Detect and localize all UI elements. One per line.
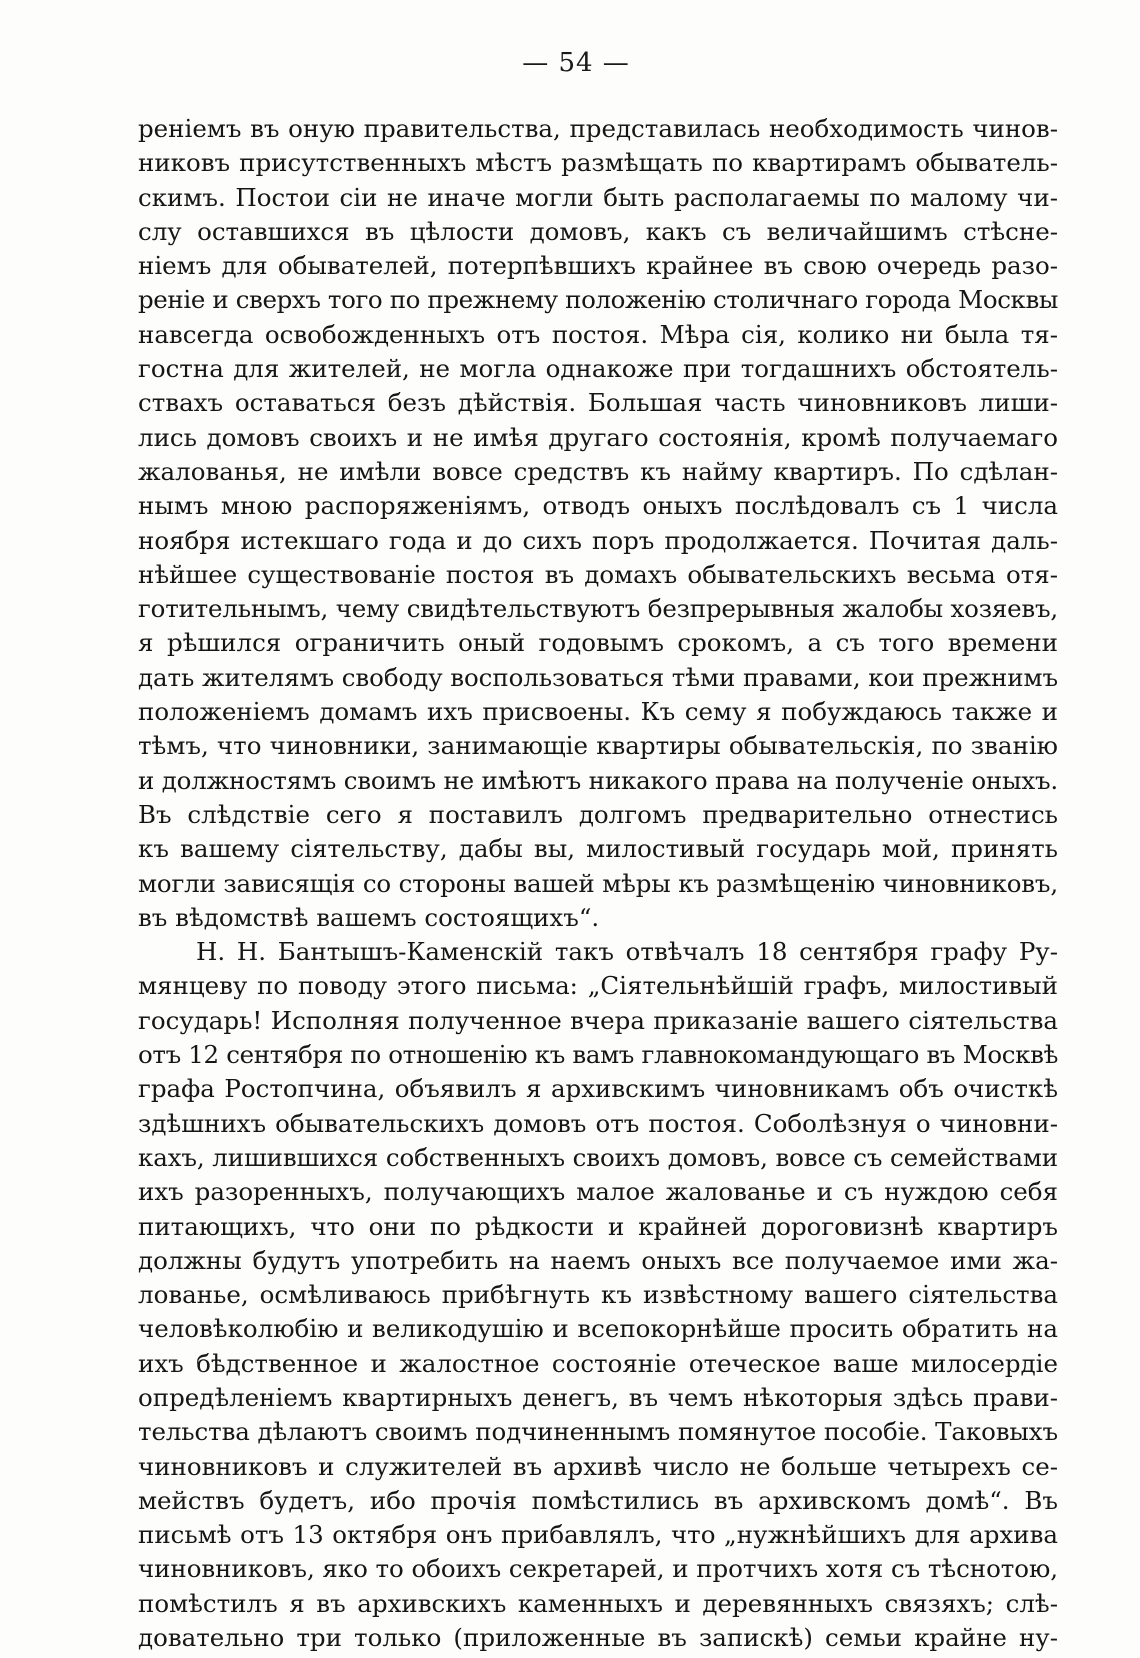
text-line: тѣмъ, что чиновники, занимающіе квартиры обывательскія, по званію — [138, 731, 1058, 761]
text-line: готительнымъ, чему свидѣтельствуютъ безпрерывныя жалобы хозяевъ, — [138, 594, 1059, 624]
text-line: ствахъ оставаться безъ дѣйствія. Большая часть чиновниковъ лиши- — [138, 388, 1058, 418]
text-line: тельства дѣлаютъ своимъ подчиненнымъ помянутое пособіе. Таковыхъ — [138, 1417, 1058, 1447]
text-line: ноября истекшаго года и до сихъ поръ продолжается. Почитая даль- — [138, 525, 1058, 555]
text-line: слу оставшихся въ цѣлости домовъ, какъ съ величайшимъ стѣсне- — [138, 216, 1058, 246]
text-line: довательно три только (приложенные въ запискѣ) семьи крайне ну- — [138, 1623, 1058, 1653]
body-text — [138, 112, 1058, 1655]
text-line: ихъ бѣдственное и жалостное состояніе отеческое ваше милосердіе — [138, 1348, 1058, 1378]
text-line: реніе и сверхъ того по прежнему положенію столичнаго города Москвы — [138, 285, 1058, 315]
text-line: кахъ, лишившихся собственныхъ своихъ домовъ, вовсе съ семействами — [138, 1142, 1059, 1172]
text-line: лованье, осмѣливаюсь прибѣгнуть къ извѣстному вашего сіятельства — [138, 1280, 1058, 1310]
text-line: чиновниковъ, яко то обоихъ секретарей, и протчихъ хотя съ тѣснотою, — [138, 1554, 1058, 1584]
text-line: должны будутъ употребить на наемъ оныхъ все получаемое ими жа- — [138, 1245, 1058, 1275]
text-line: и должностямъ своимъ не имѣютъ никакого права на полученіе оныхъ. — [138, 765, 1058, 795]
text-line: скимъ. Постои сіи не иначе могли быть располагаемы по малому чи- — [138, 182, 1058, 212]
text-line: лись домовъ своихъ и не имѣя другаго состоянія, кромѣ получаемаго — [138, 422, 1058, 452]
text-line: мянцеву по поводу этого письма: „Сіятельнѣйшій графъ, милостивый — [138, 971, 1058, 1001]
paragraph-end-line: въ вѣдомствѣ вашемъ состоящихъ“. — [138, 902, 600, 932]
text-line: мействъ будетъ, ибо прочія помѣстились въ архивскомъ домѣ“. Въ — [138, 1485, 1058, 1515]
text-line: я рѣшился ограничить оный годовымъ срокомъ, а съ того времени — [138, 628, 1058, 658]
text-line: реніемъ въ оную правительства, представилась необходимость чинов- — [138, 114, 1058, 143]
paragraph-start-line: Н. Н. Бантышъ-Каменскій такъ отвѣчалъ 18 сентября графу Ру- — [196, 937, 1058, 967]
text-line: чиновниковъ и служителей въ архивѣ число не больше четырехъ се- — [138, 1451, 1058, 1481]
text-line: могли зависящія со стороны вашей мѣры къ размѣщенію чиновниковъ, — [138, 868, 1058, 898]
text-line: помѣстилъ я въ архивскихъ каменныхъ и деревянныхъ связяхъ; слѣ- — [138, 1588, 1058, 1618]
text-line: никовъ присутственныхъ мѣстъ размѣщать по квартирамъ обыватель- — [138, 148, 1058, 178]
text-line: человѣколюбію и великодушію и всепокорнѣйше просить обратить на — [138, 1314, 1058, 1344]
text-line: положеніемъ домамъ ихъ присвоены. Къ сему я побуждаюсь также и — [138, 697, 1058, 727]
page-number: — 54 — — [522, 48, 630, 78]
text-line: нѣйшее существованіе постоя въ домахъ обывательскихъ весьма отя- — [138, 559, 1058, 589]
text-line: отъ 12 сентября по отношенію къ вамъ главнокомандующаго въ Москвѣ — [138, 1040, 1058, 1070]
text-line: жалованья, не имѣли вовсе средствъ къ найму квартиръ. По сдѣлан- — [138, 456, 1058, 486]
text-line: дать жителямъ свободу воспользоваться тѣми правами, кои прежнимъ — [138, 662, 1059, 692]
text-line: ніемъ для обывателей, потерпѣвшихъ крайнее въ свою очередь разо- — [138, 251, 1058, 281]
text-line: къ вашему сіятельству, дабы вы, милостивый государь мой, принять — [138, 834, 1058, 864]
text-line: ихъ разоренныхъ, получающихъ малое жалованье и съ нуждою себя — [138, 1177, 1058, 1207]
text-line: питающихъ, что они по рѣдкости и крайней дороговизнѣ квартиръ — [138, 1211, 1058, 1241]
text-line: Въ слѣдствіе сего я поставилъ долгомъ предварительно отнестись — [138, 799, 1058, 829]
text-line: нымъ мною распоряженіямъ, отводъ оныхъ послѣдовалъ съ 1 числа — [138, 491, 1058, 521]
text-line: графа Ростопчина, объявилъ я архивскимъ чиновникамъ объ очисткѣ — [138, 1074, 1058, 1104]
text-line: гостна для жителей, не могла однакоже при тогдашнихъ обстоятель- — [138, 354, 1058, 384]
text-line: письмѣ отъ 13 октября онъ прибавлялъ, что „нужнѣйшихъ для архива — [138, 1520, 1058, 1550]
text-line: навсегда освобожденныхъ отъ постоя. Мѣра сія, колико ни была тя- — [138, 319, 1058, 349]
text-line: здѣшнихъ обывательскихъ домовъ отъ постоя. Соболѣзнуя о чиновни- — [138, 1108, 1058, 1138]
text-line: опредѣленіемъ квартирныхъ денегъ, въ чемъ нѣкоторыя здѣсь прави- — [138, 1382, 1058, 1412]
text-line: государь! Исполняя полученное вчера приказаніе вашего сіятельства — [138, 1005, 1058, 1035]
